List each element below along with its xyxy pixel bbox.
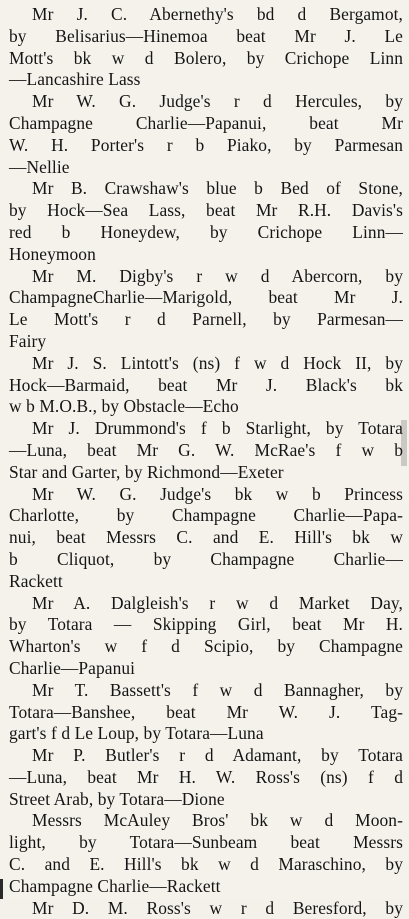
text-line: Honeymoon [9, 243, 96, 264]
text-line: Mr A. Dalgleish's r w d Market Day, [32, 592, 403, 613]
text-line: Star and Garter, by Richmond—Exeter [9, 461, 284, 482]
text-line: Wharton's w f d Scipio, by Champagne [9, 636, 403, 657]
text-line: W. H. Porter's r b Piako, by Parmesan [9, 134, 403, 155]
text-line: Street Arab, by Totara—Dione [9, 788, 225, 809]
column-rule [0, 879, 3, 899]
paragraph-ross-beresford [9, 898, 403, 919]
text-line: b Cliquot, by Champagne Charlie— [9, 548, 403, 569]
text-line: Totara—Banshee, beat Mr W. J. Tag- [9, 701, 403, 722]
text-line: Champagne Charlie—Rackett [9, 875, 221, 896]
text-line: Rackett [9, 570, 63, 591]
text-line: red b Honeydew, by Crichope Linn— [9, 221, 403, 242]
paragraph-judge-princess-charlotte [9, 484, 403, 593]
text-line: Charlotte, by Champagne Charlie—Papa- [9, 505, 403, 526]
text-line: Mr W. G. Judge's r d Hercules, by [32, 91, 403, 112]
paragraph-lintott-hock-ii [9, 353, 403, 418]
text-line: Mr J. C. Abernethy's bd d Bergamot, [32, 4, 403, 24]
text-line: light, by Totara—Sunbeam beat Messrs [9, 832, 403, 853]
text-line: ChampagneCharlie—Marigold, beat Mr J. [9, 287, 403, 308]
text-line: Fairy [9, 330, 47, 351]
text-line: Mr T. Bassett's f w d Bannagher, by [32, 679, 403, 700]
paragraph-bassett-bannagher [9, 680, 403, 745]
text-line: Mr P. Butler's r d Adamant, by Totara [32, 745, 403, 766]
ink-smudge [401, 420, 407, 466]
text-line: Hock—Barmaid, beat Mr J. Black's bk [9, 374, 403, 395]
text-line: —Luna, beat Mr G. W. McRae's f w b [9, 439, 403, 460]
text-line: Mr J. S. Lintott's (ns) f w d Hock II, by [32, 352, 403, 373]
text-line: Mr M. Digby's r w d Abercorn, by [32, 265, 403, 286]
text-line: Mr B. Crawshaw's blue b Bed of Stone, [32, 178, 403, 199]
paragraph-butler-adamant [9, 745, 403, 810]
text-line: nui, beat Messrs C. and E. Hill's bk w [9, 527, 403, 548]
paragraph-digby-abercorn [9, 266, 403, 353]
paragraph-dalgleish-market-day [9, 593, 403, 680]
text-line: C. and E. Hill's bk w d Maraschino, by [9, 854, 403, 875]
text-line: Mr W. G. Judge's bk w b Princess [32, 483, 403, 504]
text-line: by Totara — Skipping Girl, beat Mr H. [9, 614, 403, 635]
paragraph-judge-hercules [9, 91, 403, 178]
text-line: —Lancashire Lass [9, 69, 141, 90]
text-line: by Hock—Sea Lass, beat Mr R.H. Davis's [9, 200, 403, 221]
text-line: w b M.O.B., by Obstacle—Echo [9, 396, 239, 417]
text-line: Champagne Charlie—Papanui, beat Mr [9, 112, 403, 133]
paragraph-drummond-starlight [9, 418, 403, 483]
text-line: gart's f d Le Loup, by Totara—Luna [9, 723, 264, 744]
paragraph-crawshaw-bed-of-stone [9, 178, 403, 265]
text-line: Mott's bk w d Bolero, by Crichope Linn [9, 47, 403, 68]
coursing-results-column [9, 4, 403, 919]
text-line: Messrs McAuley Bros' bk w d Moon- [32, 810, 403, 831]
paragraph-mcauley-moonlight [9, 810, 403, 897]
text-line: Charlie—Papanui [9, 657, 136, 678]
text-line: Le Mott's r d Parnell, by Parmesan— [9, 309, 403, 330]
text-line: by Belisarius—Hinemoa beat Mr J. Le [9, 25, 403, 46]
paragraph-abernethy-bergamot [9, 4, 403, 91]
text-line: Mr J. Drummond's f b Starlight, by Totara [32, 418, 403, 439]
text-line: Mr D. M. Ross's w r d Beresford, by [32, 897, 403, 918]
text-line: —Nellie [9, 156, 70, 177]
text-line: —Luna, beat Mr H. W. Ross's (ns) f d [9, 766, 403, 787]
